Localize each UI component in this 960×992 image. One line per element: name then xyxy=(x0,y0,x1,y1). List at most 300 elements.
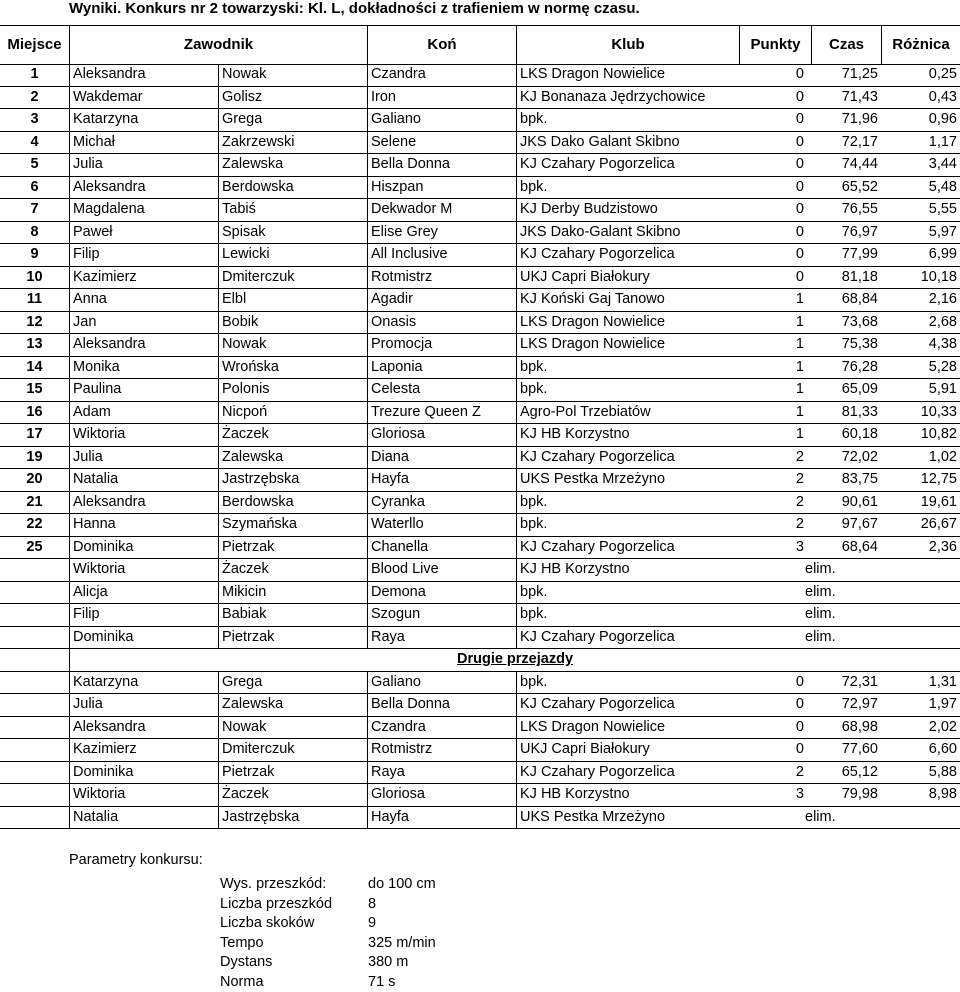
place-cell: 11 xyxy=(0,289,69,312)
table-row xyxy=(0,469,960,492)
rider-first-name: Wiktoria xyxy=(69,559,218,582)
rider-first-name: Aleksandra xyxy=(69,64,218,87)
points-cell: 2 xyxy=(796,514,804,537)
parameter-label: Wys. przeszkód: xyxy=(220,875,326,895)
diff-cell: 6,60 xyxy=(929,739,957,762)
place-cell: 7 xyxy=(0,199,69,222)
section-row xyxy=(0,649,960,672)
time-cell: 90,61 xyxy=(842,492,878,515)
table-row xyxy=(0,717,960,740)
time-cell: 77,60 xyxy=(842,739,878,762)
horse-cell: Hayfa xyxy=(367,469,516,492)
time-cell: 76,97 xyxy=(842,222,878,245)
points-cell: 0 xyxy=(796,154,804,177)
parameter-label: Norma xyxy=(220,973,264,992)
place-cell: 25 xyxy=(0,537,69,560)
time-cell: 65,12 xyxy=(842,762,878,785)
time-cell: 72,31 xyxy=(842,672,878,695)
diff-cell: 1,31 xyxy=(929,672,957,695)
club-cell: UKS Pestka Mrzeżyno xyxy=(516,469,802,492)
rider-last-name: Nowak xyxy=(218,334,367,357)
time-cell: 79,98 xyxy=(842,784,878,807)
club-cell: JKS Dako Galant Skibno xyxy=(516,132,802,155)
diff-cell: 0,25 xyxy=(929,64,957,87)
points-cell: 0 xyxy=(796,672,804,695)
table-row xyxy=(0,334,960,357)
place-cell: 4 xyxy=(0,132,69,155)
parameter-label: Liczba skoków xyxy=(220,914,314,934)
table-row xyxy=(0,64,960,87)
header-time: Czas xyxy=(811,26,881,64)
place-cell: 20 xyxy=(0,469,69,492)
parameters-heading: Parametry konkursu: xyxy=(69,850,203,870)
table-row xyxy=(0,559,960,582)
club-cell: KJ Czahary Pogorzelica xyxy=(516,627,802,650)
points-cell: 3 xyxy=(796,537,804,560)
points-cell: 2 xyxy=(796,469,804,492)
club-cell: LKS Dragon Nowielice xyxy=(516,64,802,87)
time-cell: 71,43 xyxy=(842,87,878,110)
rider-first-name: Natalia xyxy=(69,807,218,830)
header-diff: Różnica xyxy=(881,26,960,64)
club-cell: KJ Koński Gaj Tanowo xyxy=(516,289,802,312)
club-cell: KJ Czahary Pogorzelica xyxy=(516,537,802,560)
club-cell: KJ Czahary Pogorzelica xyxy=(516,244,802,267)
place-cell: 8 xyxy=(0,222,69,245)
table-row xyxy=(0,87,960,110)
club-cell: KJ Czahary Pogorzelica xyxy=(516,762,802,785)
horse-cell: Rotmistrz xyxy=(367,739,516,762)
horse-cell: Cyranka xyxy=(367,492,516,515)
time-cell: 68,64 xyxy=(842,537,878,560)
place-cell: 6 xyxy=(0,177,69,200)
table-row xyxy=(0,379,960,402)
time-cell: 65,52 xyxy=(842,177,878,200)
points-cell: 0 xyxy=(796,222,804,245)
rider-first-name: Aleksandra xyxy=(69,492,218,515)
rider-last-name: Żaczek xyxy=(218,784,367,807)
place-cell: 12 xyxy=(0,312,69,335)
table-row xyxy=(0,492,960,515)
diff-cell: 5,91 xyxy=(929,379,957,402)
points-cell: 2 xyxy=(796,762,804,785)
rider-first-name: Magdalena xyxy=(69,199,218,222)
header-rider: Zawodnik xyxy=(69,26,367,64)
table-row xyxy=(0,289,960,312)
club-cell: KJ HB Korzystno xyxy=(516,784,802,807)
horse-cell: Promocja xyxy=(367,334,516,357)
horse-cell: Gloriosa xyxy=(367,424,516,447)
time-cell: 81,33 xyxy=(842,402,878,425)
competition-parameters xyxy=(69,850,203,873)
points-cell: 0 xyxy=(796,267,804,290)
diff-cell: 10,82 xyxy=(921,424,957,447)
points-cell: 1 xyxy=(796,424,804,447)
horse-cell: Szogun xyxy=(367,604,516,627)
rider-first-name: Jan xyxy=(69,312,218,335)
rider-first-name: Julia xyxy=(69,694,218,717)
table-row xyxy=(0,447,960,470)
time-cell: 71,25 xyxy=(842,64,878,87)
place-cell: 15 xyxy=(0,379,69,402)
table-row xyxy=(0,694,960,717)
club-cell: bpk. xyxy=(516,672,802,695)
diff-cell: 2,02 xyxy=(929,717,957,740)
rider-first-name: Michał xyxy=(69,132,218,155)
club-cell: Agro-Pol Trzebiatów xyxy=(516,402,802,425)
header-horse: Koń xyxy=(367,26,516,64)
rider-first-name: Wakdemar xyxy=(69,87,218,110)
table-row xyxy=(0,604,960,627)
club-cell: KJ Czahary Pogorzelica xyxy=(516,447,802,470)
header-points: Punkty xyxy=(739,26,811,64)
rider-last-name: Berdowska xyxy=(218,492,367,515)
rider-first-name: Kazimierz xyxy=(69,267,218,290)
horse-cell: Trezure Queen Z xyxy=(367,402,516,425)
club-cell: UKJ Capri Białokury xyxy=(516,267,802,290)
points-cell: 1 xyxy=(796,402,804,425)
time-cell: 65,09 xyxy=(842,379,878,402)
diff-cell: 26,67 xyxy=(921,514,957,537)
rider-first-name: Anna xyxy=(69,289,218,312)
table-header xyxy=(0,25,960,65)
points-cell: 0 xyxy=(796,717,804,740)
horse-cell: Selene xyxy=(367,132,516,155)
rider-first-name: Paweł xyxy=(69,222,218,245)
horse-cell: Dekwador M xyxy=(367,199,516,222)
table-row xyxy=(0,807,960,830)
rider-last-name: Mikicin xyxy=(218,582,367,605)
place-cell: 21 xyxy=(0,492,69,515)
points-cell: 0 xyxy=(796,64,804,87)
table-row xyxy=(0,672,960,695)
time-cell: 75,38 xyxy=(842,334,878,357)
horse-cell: Gloriosa xyxy=(367,784,516,807)
horse-cell: Galiano xyxy=(367,109,516,132)
horse-cell: Diana xyxy=(367,447,516,470)
rider-last-name: Elbl xyxy=(218,289,367,312)
parameter-label: Dystans xyxy=(220,953,272,973)
time-cell: 74,44 xyxy=(842,154,878,177)
time-cell: 76,55 xyxy=(842,199,878,222)
rider-first-name: Julia xyxy=(69,154,218,177)
header-place: Miejsce xyxy=(0,26,69,64)
rider-last-name: Dmiterczuk xyxy=(218,739,367,762)
rider-last-name: Jastrzębska xyxy=(218,469,367,492)
horse-cell: Rotmistrz xyxy=(367,267,516,290)
table-row xyxy=(0,154,960,177)
diff-cell: 10,33 xyxy=(921,402,957,425)
elim-cell: elim. xyxy=(802,604,836,627)
elim-cell: elim. xyxy=(802,559,836,582)
club-cell: UKS Pestka Mrzeżyno xyxy=(516,807,802,830)
club-cell: bpk. xyxy=(516,177,802,200)
rider-last-name: Berdowska xyxy=(218,177,367,200)
place-cell xyxy=(0,694,69,717)
diff-cell: 1,02 xyxy=(929,447,957,470)
club-cell: bpk. xyxy=(516,604,802,627)
rider-last-name: Golisz xyxy=(218,87,367,110)
place-cell xyxy=(0,672,69,695)
club-cell: bpk. xyxy=(516,357,802,380)
points-cell: 0 xyxy=(796,109,804,132)
rider-last-name: Grega xyxy=(218,672,367,695)
table-row xyxy=(0,267,960,290)
place-cell: 9 xyxy=(0,244,69,267)
place-cell: 2 xyxy=(0,87,69,110)
time-cell: 81,18 xyxy=(842,267,878,290)
table-row xyxy=(0,244,960,267)
points-cell: 1 xyxy=(796,289,804,312)
table-row xyxy=(0,582,960,605)
rider-last-name: Pietrzak xyxy=(218,762,367,785)
place-cell: 22 xyxy=(0,514,69,537)
time-cell: 77,99 xyxy=(842,244,878,267)
diff-cell: 10,18 xyxy=(921,267,957,290)
rider-last-name: Babiak xyxy=(218,604,367,627)
points-cell: 0 xyxy=(796,87,804,110)
rider-first-name: Katarzyna xyxy=(69,109,218,132)
table-row xyxy=(0,132,960,155)
rider-last-name: Bobik xyxy=(218,312,367,335)
horse-cell: Agadir xyxy=(367,289,516,312)
club-cell: JKS Dako-Galant Skibno xyxy=(516,222,802,245)
diff-cell: 1,97 xyxy=(929,694,957,717)
diff-cell: 2,68 xyxy=(929,312,957,335)
page-title: Wyniki. Konkurs nr 2 towarzyski: Kl. L, dokładności z trafieniem w normę czasu. xyxy=(69,0,640,20)
horse-cell: Iron xyxy=(367,87,516,110)
diff-cell: 5,28 xyxy=(929,357,957,380)
place-cell: 14 xyxy=(0,357,69,380)
place-cell xyxy=(0,784,69,807)
time-cell: 68,84 xyxy=(842,289,878,312)
place-cell xyxy=(0,739,69,762)
parameter-value: do 100 cm xyxy=(368,875,436,895)
rider-last-name: Nowak xyxy=(218,64,367,87)
place-cell: 13 xyxy=(0,334,69,357)
horse-cell: Celesta xyxy=(367,379,516,402)
points-cell: 1 xyxy=(796,357,804,380)
diff-cell: 5,88 xyxy=(929,762,957,785)
horse-cell: Demona xyxy=(367,582,516,605)
horse-cell: Czandra xyxy=(367,64,516,87)
table-row xyxy=(0,784,960,807)
parameter-value: 9 xyxy=(368,914,376,934)
horse-cell: Czandra xyxy=(367,717,516,740)
horse-cell: Elise Grey xyxy=(367,222,516,245)
diff-cell: 0,43 xyxy=(929,87,957,110)
time-cell: 97,67 xyxy=(842,514,878,537)
table-row xyxy=(0,537,960,560)
diff-cell: 0,96 xyxy=(929,109,957,132)
rider-last-name: Zalewska xyxy=(218,694,367,717)
horse-cell: Waterllo xyxy=(367,514,516,537)
place-cell xyxy=(0,582,69,605)
club-cell: KJ HB Korzystno xyxy=(516,424,802,447)
results-table xyxy=(0,64,960,829)
rider-last-name: Pietrzak xyxy=(218,537,367,560)
rider-first-name: Filip xyxy=(69,244,218,267)
diff-cell: 5,55 xyxy=(929,199,957,222)
points-cell: 1 xyxy=(796,334,804,357)
rider-last-name: Dmiterczuk xyxy=(218,267,367,290)
table-row xyxy=(0,739,960,762)
rider-last-name: Nowak xyxy=(218,717,367,740)
rider-first-name: Monika xyxy=(69,357,218,380)
place-cell: 3 xyxy=(0,109,69,132)
time-cell: 71,96 xyxy=(842,109,878,132)
horse-cell: Chanella xyxy=(367,537,516,560)
rider-first-name: Dominika xyxy=(69,537,218,560)
rider-first-name: Aleksandra xyxy=(69,177,218,200)
club-cell: bpk. xyxy=(516,492,802,515)
points-cell: 2 xyxy=(796,492,804,515)
diff-cell: 5,48 xyxy=(929,177,957,200)
parameter-value: 380 m xyxy=(368,953,408,973)
rider-first-name: Wiktoria xyxy=(69,784,218,807)
table-row xyxy=(0,514,960,537)
rider-first-name: Natalia xyxy=(69,469,218,492)
horse-cell: Raya xyxy=(367,627,516,650)
place-cell: 1 xyxy=(0,64,69,87)
horse-cell: Galiano xyxy=(367,672,516,695)
club-cell: LKS Dragon Nowielice xyxy=(516,312,802,335)
diff-cell: 5,97 xyxy=(929,222,957,245)
rider-first-name: Dominika xyxy=(69,762,218,785)
points-cell: 0 xyxy=(796,244,804,267)
rider-first-name: Katarzyna xyxy=(69,672,218,695)
table-row xyxy=(0,222,960,245)
diff-cell: 2,16 xyxy=(929,289,957,312)
horse-cell: Laponia xyxy=(367,357,516,380)
place-cell: 17 xyxy=(0,424,69,447)
place-cell: 19 xyxy=(0,447,69,470)
rider-last-name: Zalewska xyxy=(218,154,367,177)
rider-last-name: Zakrzewski xyxy=(218,132,367,155)
parameter-value: 8 xyxy=(368,895,376,915)
points-cell: 0 xyxy=(796,739,804,762)
horse-cell: All Inclusive xyxy=(367,244,516,267)
points-cell: 0 xyxy=(796,199,804,222)
parameter-label: Liczba przeszkód xyxy=(220,895,332,915)
rider-last-name: Żaczek xyxy=(218,559,367,582)
points-cell: 0 xyxy=(796,177,804,200)
rider-first-name: Julia xyxy=(69,447,218,470)
time-cell: 73,68 xyxy=(842,312,878,335)
time-cell: 72,02 xyxy=(842,447,878,470)
place-cell xyxy=(0,762,69,785)
rider-first-name: Aleksandra xyxy=(69,717,218,740)
diff-cell: 2,36 xyxy=(929,537,957,560)
elim-cell: elim. xyxy=(802,807,836,830)
place-cell: 16 xyxy=(0,402,69,425)
horse-cell: Blood Live xyxy=(367,559,516,582)
horse-cell: Raya xyxy=(367,762,516,785)
points-cell: 2 xyxy=(796,447,804,470)
points-cell: 0 xyxy=(796,132,804,155)
diff-cell: 4,38 xyxy=(929,334,957,357)
table-row xyxy=(0,312,960,335)
club-cell: KJ Bonanaza Jędrzychowice xyxy=(516,87,802,110)
time-cell: 83,75 xyxy=(842,469,878,492)
second-rounds-title: Drugie przejazdy xyxy=(69,649,960,672)
rider-last-name: Żaczek xyxy=(218,424,367,447)
time-cell: 72,97 xyxy=(842,694,878,717)
rider-last-name: Lewicki xyxy=(218,244,367,267)
club-cell: bpk. xyxy=(516,109,802,132)
parameter-value: 71 s xyxy=(368,973,395,992)
rider-first-name: Kazimierz xyxy=(69,739,218,762)
place-cell: 10 xyxy=(0,267,69,290)
rider-first-name: Dominika xyxy=(69,627,218,650)
rider-first-name: Hanna xyxy=(69,514,218,537)
table-row xyxy=(0,762,960,785)
rider-last-name: Jastrzębska xyxy=(218,807,367,830)
club-cell: UKJ Capri Białokury xyxy=(516,739,802,762)
rider-first-name: Alicja xyxy=(69,582,218,605)
diff-cell: 8,98 xyxy=(929,784,957,807)
parameter-label: Tempo xyxy=(220,934,264,954)
table-row xyxy=(0,627,960,650)
horse-cell: Bella Donna xyxy=(367,154,516,177)
points-cell: 1 xyxy=(796,379,804,402)
rider-last-name: Polonis xyxy=(218,379,367,402)
rider-last-name: Nicpoń xyxy=(218,402,367,425)
diff-cell: 3,44 xyxy=(929,154,957,177)
place-cell xyxy=(0,807,69,830)
club-cell: bpk. xyxy=(516,514,802,537)
diff-cell: 12,75 xyxy=(921,469,957,492)
club-cell: bpk. xyxy=(516,582,802,605)
rider-last-name: Zalewska xyxy=(218,447,367,470)
table-row xyxy=(0,357,960,380)
table-row xyxy=(0,402,960,425)
place-cell xyxy=(0,604,69,627)
rider-first-name: Adam xyxy=(69,402,218,425)
time-cell: 72,17 xyxy=(842,132,878,155)
club-cell: LKS Dragon Nowielice xyxy=(516,334,802,357)
club-cell: KJ Czahary Pogorzelica xyxy=(516,154,802,177)
club-cell: KJ Derby Budzistowo xyxy=(516,199,802,222)
place-cell: 5 xyxy=(0,154,69,177)
parameter-value: 325 m/min xyxy=(368,934,436,954)
rider-first-name: Paulina xyxy=(69,379,218,402)
club-cell: KJ HB Korzystno xyxy=(516,559,802,582)
horse-cell: Bella Donna xyxy=(367,694,516,717)
diff-cell: 1,17 xyxy=(929,132,957,155)
diff-cell: 19,61 xyxy=(921,492,957,515)
elim-cell: elim. xyxy=(802,582,836,605)
rider-last-name: Szymańska xyxy=(218,514,367,537)
points-cell: 0 xyxy=(796,694,804,717)
rider-first-name: Aleksandra xyxy=(69,334,218,357)
header-club: Klub xyxy=(516,26,739,64)
table-row xyxy=(0,199,960,222)
time-cell: 76,28 xyxy=(842,357,878,380)
rider-last-name: Wrońska xyxy=(218,357,367,380)
club-cell: KJ Czahary Pogorzelica xyxy=(516,694,802,717)
horse-cell: Hiszpan xyxy=(367,177,516,200)
horse-cell: Hayfa xyxy=(367,807,516,830)
rider-first-name: Wiktoria xyxy=(69,424,218,447)
place-cell xyxy=(0,627,69,650)
place-cell xyxy=(0,717,69,740)
place-cell xyxy=(0,559,69,582)
rider-last-name: Pietrzak xyxy=(218,627,367,650)
club-cell: bpk. xyxy=(516,379,802,402)
points-cell: 3 xyxy=(796,784,804,807)
diff-cell: 6,99 xyxy=(929,244,957,267)
